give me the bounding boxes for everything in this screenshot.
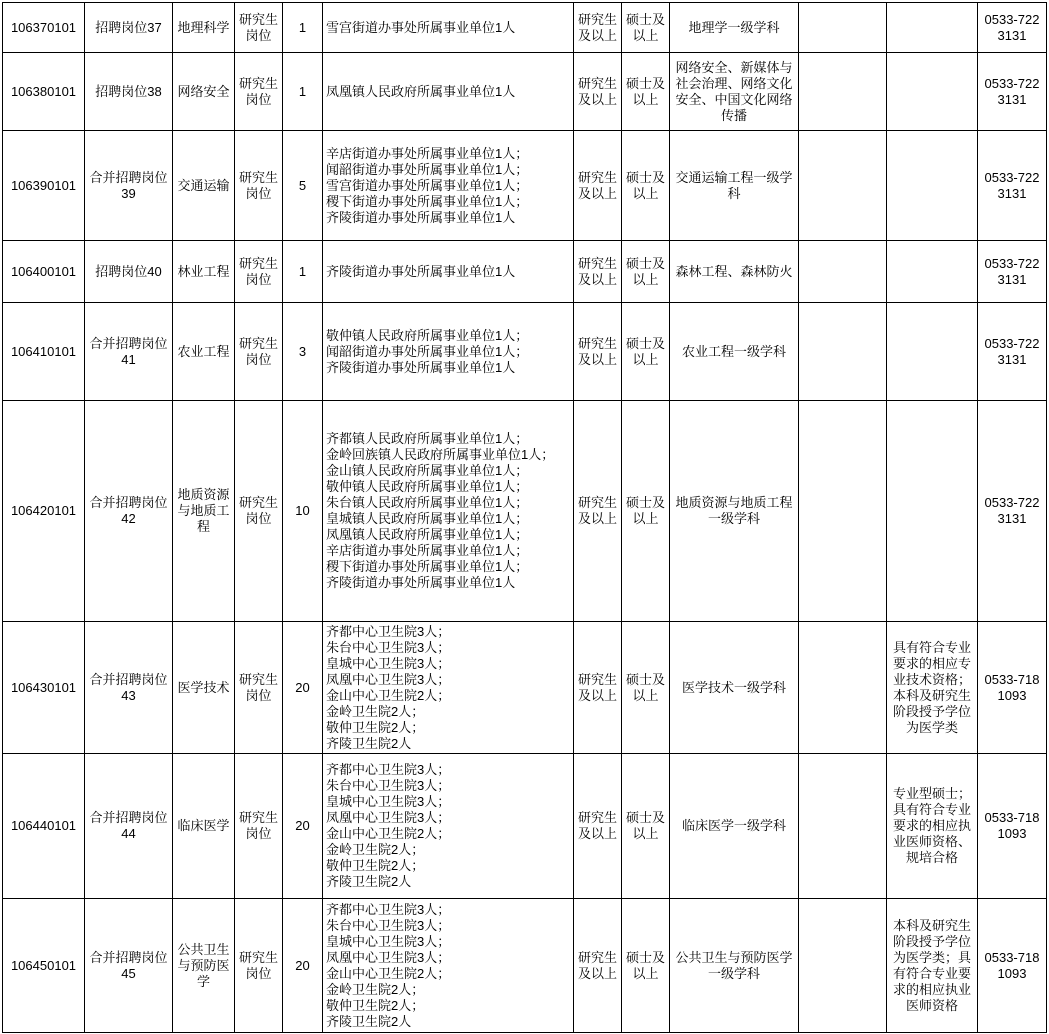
position-type-text: 研究生岗位 bbox=[238, 949, 278, 981]
blank-cell bbox=[799, 53, 887, 131]
unit-line: 雪宫街道办事处所属事业单位1人 bbox=[326, 19, 516, 35]
education-requirement-text: 研究生及以上 bbox=[577, 255, 617, 287]
contact-phone-text: 0533-7223131 bbox=[984, 255, 1040, 287]
education-requirement-cell bbox=[574, 622, 622, 754]
contact-phone-cell bbox=[978, 401, 1047, 622]
degree-requirement-cell bbox=[622, 754, 670, 899]
position-code-cell bbox=[3, 401, 85, 622]
degree-requirement-cell bbox=[622, 131, 670, 241]
position-code-cell bbox=[3, 53, 85, 131]
education-requirement-text: 研究生及以上 bbox=[577, 11, 617, 43]
contact-phone-text: 0533-7181093 bbox=[984, 949, 1040, 981]
major-name-text: 交通运输 bbox=[177, 177, 230, 193]
position-name-text: 招聘岗位40 bbox=[95, 263, 162, 279]
headcount-cell bbox=[283, 754, 323, 899]
contact-phone-text: 0533-7223131 bbox=[984, 75, 1040, 107]
discipline-requirement-cell bbox=[670, 3, 799, 53]
discipline-requirement-cell bbox=[670, 53, 799, 131]
unit-line: 皇城中心卫生院3人； bbox=[326, 655, 451, 671]
headcount-text: 3 bbox=[298, 343, 307, 359]
headcount-cell bbox=[283, 899, 323, 1033]
table-row bbox=[3, 622, 1047, 754]
blank-cell bbox=[799, 241, 887, 303]
recruitment-table bbox=[2, 2, 1047, 1033]
degree-requirement-cell bbox=[622, 622, 670, 754]
position-type-cell bbox=[235, 622, 283, 754]
table-row bbox=[3, 899, 1047, 1033]
headcount-text: 20 bbox=[295, 818, 310, 833]
table-row bbox=[3, 53, 1047, 131]
table-row bbox=[3, 241, 1047, 303]
table-row bbox=[3, 131, 1047, 241]
other-requirements-cell bbox=[887, 401, 978, 622]
degree-requirement-cell bbox=[622, 53, 670, 131]
position-name-text: 合并招聘岗位45 bbox=[89, 949, 168, 981]
headcount-text: 5 bbox=[298, 177, 307, 193]
position-name-cell bbox=[85, 303, 173, 401]
position-name-text: 合并招聘岗位41 bbox=[89, 335, 168, 367]
position-code-cell bbox=[3, 303, 85, 401]
position-type-text: 研究生岗位 bbox=[238, 671, 278, 703]
blank-cell bbox=[799, 303, 887, 401]
education-requirement-cell bbox=[574, 401, 622, 622]
position-code-cell bbox=[3, 754, 85, 899]
unit-line: 凤凰镇人民政府所属事业单位1人 bbox=[326, 83, 516, 99]
unit-line: 敬仲镇人民政府所属事业单位1人； bbox=[326, 327, 529, 343]
contact-phone-text: 0533-7223131 bbox=[984, 11, 1040, 43]
other-requirements-cell bbox=[887, 899, 978, 1033]
blank-cell bbox=[799, 899, 887, 1033]
unit-line: 齐陵卫生院2人 bbox=[326, 1013, 412, 1029]
position-name-cell bbox=[85, 241, 173, 303]
unit-line: 辛店街道办事处所属事业单位1人； bbox=[326, 543, 529, 558]
contact-phone-text: 0533-7181093 bbox=[984, 810, 1040, 841]
contact-phone-text: 0533-7223131 bbox=[984, 495, 1040, 526]
discipline-requirement-text: 交通运输工程一级学科 bbox=[675, 169, 793, 201]
other-requirements-cell bbox=[887, 131, 978, 241]
unit-line: 金岭卫生院2人； bbox=[326, 981, 425, 997]
other-requirements-cell bbox=[887, 622, 978, 754]
position-type-cell bbox=[235, 241, 283, 303]
position-name-cell bbox=[85, 754, 173, 899]
contact-phone-cell bbox=[978, 53, 1047, 131]
position-name-cell bbox=[85, 401, 173, 622]
education-requirement-text: 研究生及以上 bbox=[577, 671, 617, 703]
unit-line: 金岭卫生院2人； bbox=[326, 703, 425, 719]
headcount-text: 1 bbox=[298, 263, 307, 279]
degree-requirement-text: 硕士及以上 bbox=[625, 255, 665, 287]
blank-cell bbox=[799, 3, 887, 53]
position-code-text: 106400101 bbox=[10, 263, 77, 279]
discipline-requirement-text: 地质资源与地质工程一级学科 bbox=[675, 495, 793, 526]
position-type-text: 研究生岗位 bbox=[238, 75, 278, 107]
position-code-text: 106390101 bbox=[10, 177, 77, 193]
unit-line: 朱台中心卫生院3人； bbox=[326, 639, 451, 655]
discipline-requirement-cell bbox=[670, 303, 799, 401]
position-code-cell bbox=[3, 899, 85, 1033]
unit-line: 朱台镇人民政府所属事业单位1人； bbox=[326, 495, 529, 510]
blank-cell bbox=[799, 754, 887, 899]
major-name-cell bbox=[173, 3, 235, 53]
table-row bbox=[3, 754, 1047, 899]
major-name-text: 临床医学 bbox=[177, 818, 230, 833]
unit-line: 齐陵街道办事处所属事业单位1人 bbox=[326, 359, 516, 375]
degree-requirement-text: 硕士及以上 bbox=[625, 495, 665, 526]
position-type-cell bbox=[235, 303, 283, 401]
other-requirements-cell bbox=[887, 754, 978, 899]
unit-line: 凤凰镇人民政府所属事业单位1人； bbox=[326, 527, 529, 542]
position-name-text: 合并招聘岗位42 bbox=[89, 495, 168, 526]
major-name-cell bbox=[173, 401, 235, 622]
headcount-cell bbox=[283, 303, 323, 401]
headcount-text: 10 bbox=[295, 503, 310, 518]
position-name-cell bbox=[85, 622, 173, 754]
degree-requirement-cell bbox=[622, 303, 670, 401]
degree-requirement-text: 硕士及以上 bbox=[625, 11, 665, 43]
unit-line: 金山镇人民政府所属事业单位1人； bbox=[326, 463, 529, 478]
education-requirement-text: 研究生及以上 bbox=[577, 949, 617, 981]
unit-line: 齐陵卫生院2人 bbox=[326, 735, 412, 751]
unit-line: 齐陵卫生院2人 bbox=[326, 874, 412, 889]
other-requirements-cell bbox=[887, 303, 978, 401]
position-type-text: 研究生岗位 bbox=[238, 255, 278, 287]
position-code-text: 106370101 bbox=[10, 19, 77, 35]
headcount-text: 1 bbox=[298, 19, 307, 35]
units-cell bbox=[323, 241, 574, 303]
position-code-cell bbox=[3, 131, 85, 241]
unit-line: 齐陵街道办事处所属事业单位1人 bbox=[326, 575, 516, 590]
unit-line: 凤凰中心卫生院3人； bbox=[326, 949, 451, 965]
headcount-text: 20 bbox=[295, 679, 310, 695]
education-requirement-cell bbox=[574, 131, 622, 241]
position-code-cell bbox=[3, 241, 85, 303]
table-body bbox=[3, 3, 1047, 1033]
discipline-requirement-text: 临床医学一级学科 bbox=[681, 818, 786, 833]
other-requirements-text: 具有符合专业要求的相应专业技术资格；本科及研究生阶段授予学位为医学类 bbox=[892, 639, 971, 735]
discipline-requirement-cell bbox=[670, 241, 799, 303]
education-requirement-text: 研究生及以上 bbox=[577, 335, 617, 367]
position-code-cell bbox=[3, 622, 85, 754]
unit-line: 齐都镇人民政府所属事业单位1人； bbox=[326, 431, 529, 446]
table-row bbox=[3, 303, 1047, 401]
education-requirement-text: 研究生及以上 bbox=[577, 169, 617, 201]
blank-cell bbox=[799, 622, 887, 754]
major-name-cell bbox=[173, 754, 235, 899]
position-code-text: 106440101 bbox=[10, 818, 77, 833]
education-requirement-cell bbox=[574, 53, 622, 131]
unit-line: 金山中心卫生院2人； bbox=[326, 826, 451, 841]
discipline-requirement-cell bbox=[670, 622, 799, 754]
contact-phone-text: 0533-7223131 bbox=[984, 335, 1040, 367]
position-name-cell bbox=[85, 131, 173, 241]
degree-requirement-text: 硕士及以上 bbox=[625, 949, 665, 981]
major-name-text: 农业工程 bbox=[177, 343, 230, 359]
unit-line: 朱台中心卫生院3人； bbox=[326, 778, 451, 793]
units-cell bbox=[323, 754, 574, 899]
degree-requirement-text: 硕士及以上 bbox=[625, 75, 665, 107]
contact-phone-cell bbox=[978, 899, 1047, 1033]
units-cell bbox=[323, 303, 574, 401]
major-name-cell bbox=[173, 131, 235, 241]
blank-cell bbox=[799, 131, 887, 241]
table-row bbox=[3, 3, 1047, 53]
position-type-text: 研究生岗位 bbox=[238, 11, 278, 43]
major-name-cell bbox=[173, 622, 235, 754]
contact-phone-cell bbox=[978, 303, 1047, 401]
degree-requirement-cell bbox=[622, 3, 670, 53]
unit-line: 金山中心卫生院2人； bbox=[326, 687, 451, 703]
headcount-cell bbox=[283, 3, 323, 53]
degree-requirement-cell bbox=[622, 899, 670, 1033]
major-name-text: 地理科学 bbox=[177, 19, 230, 35]
unit-line: 辛店街道办事处所属事业单位1人； bbox=[326, 145, 529, 161]
degree-requirement-text: 硕士及以上 bbox=[625, 671, 665, 703]
position-code-text: 106420101 bbox=[10, 503, 77, 518]
discipline-requirement-text: 森林工程、森林防火 bbox=[675, 263, 793, 279]
position-name-text: 合并招聘岗位44 bbox=[89, 810, 168, 841]
position-type-text: 研究生岗位 bbox=[238, 495, 278, 526]
position-name-text: 合并招聘岗位39 bbox=[89, 169, 168, 201]
education-requirement-cell bbox=[574, 754, 622, 899]
other-requirements-cell bbox=[887, 241, 978, 303]
position-code-cell bbox=[3, 3, 85, 53]
education-requirement-cell bbox=[574, 3, 622, 53]
other-requirements-text: 专业型硕士；具有符合专业要求的相应执业医师资格、规培合格 bbox=[892, 786, 971, 865]
education-requirement-cell bbox=[574, 241, 622, 303]
position-type-text: 研究生岗位 bbox=[238, 335, 278, 367]
unit-line: 闻韶街道办事处所属事业单位1人； bbox=[326, 343, 529, 359]
position-type-cell bbox=[235, 754, 283, 899]
position-type-cell bbox=[235, 899, 283, 1033]
discipline-requirement-text: 地理学一级学科 bbox=[688, 19, 780, 35]
headcount-cell bbox=[283, 53, 323, 131]
units-cell bbox=[323, 131, 574, 241]
units-cell bbox=[323, 401, 574, 622]
headcount-cell bbox=[283, 241, 323, 303]
unit-line: 齐陵街道办事处所属事业单位1人 bbox=[326, 209, 516, 225]
position-code-text: 106380101 bbox=[10, 83, 77, 99]
position-name-cell bbox=[85, 3, 173, 53]
unit-line: 齐都中心卫生院3人； bbox=[326, 901, 451, 917]
unit-line: 金岭卫生院2人； bbox=[326, 842, 425, 857]
position-name-cell bbox=[85, 899, 173, 1033]
unit-line: 闻韶街道办事处所属事业单位1人； bbox=[326, 161, 529, 177]
major-name-text: 林业工程 bbox=[177, 263, 230, 279]
unit-line: 皇城中心卫生院3人； bbox=[326, 933, 451, 949]
contact-phone-cell bbox=[978, 622, 1047, 754]
discipline-requirement-cell bbox=[670, 131, 799, 241]
position-name-cell bbox=[85, 53, 173, 131]
position-code-text: 106410101 bbox=[10, 343, 77, 359]
degree-requirement-cell bbox=[622, 241, 670, 303]
discipline-requirement-text: 农业工程一级学科 bbox=[681, 343, 786, 359]
units-cell bbox=[323, 899, 574, 1033]
major-name-cell bbox=[173, 53, 235, 131]
degree-requirement-text: 硕士及以上 bbox=[625, 169, 665, 201]
discipline-requirement-cell bbox=[670, 899, 799, 1033]
position-name-text: 合并招聘岗位43 bbox=[89, 671, 168, 703]
major-name-cell bbox=[173, 303, 235, 401]
position-type-cell bbox=[235, 131, 283, 241]
units-cell bbox=[323, 3, 574, 53]
unit-line: 敬仲镇人民政府所属事业单位1人； bbox=[326, 479, 529, 494]
unit-line: 雪宫街道办事处所属事业单位1人； bbox=[326, 177, 529, 193]
position-name-text: 招聘岗位38 bbox=[95, 83, 162, 99]
unit-line: 金山中心卫生院2人； bbox=[326, 965, 451, 981]
education-requirement-text: 研究生及以上 bbox=[577, 810, 617, 841]
education-requirement-text: 研究生及以上 bbox=[577, 75, 617, 107]
unit-line: 齐都中心卫生院3人； bbox=[326, 762, 451, 777]
discipline-requirement-text: 公共卫生与预防医学一级学科 bbox=[675, 949, 793, 981]
table-row bbox=[3, 401, 1047, 622]
unit-line: 朱台中心卫生院3人； bbox=[326, 917, 451, 933]
contact-phone-cell bbox=[978, 3, 1047, 53]
other-requirements-text: 本科及研究生阶段授予学位为医学类；具有符合专业要求的相应执业医师资格 bbox=[892, 917, 971, 1013]
unit-line: 凤凰中心卫生院3人； bbox=[326, 671, 451, 687]
unit-line: 齐都中心卫生院3人； bbox=[326, 623, 451, 639]
degree-requirement-text: 硕士及以上 bbox=[625, 335, 665, 367]
unit-line: 稷下街道办事处所属事业单位1人； bbox=[326, 193, 529, 209]
contact-phone-text: 0533-7181093 bbox=[984, 671, 1040, 703]
position-type-cell bbox=[235, 53, 283, 131]
contact-phone-text: 0533-7223131 bbox=[984, 169, 1040, 201]
discipline-requirement-cell bbox=[670, 401, 799, 622]
unit-line: 皇城镇人民政府所属事业单位1人； bbox=[326, 511, 529, 526]
major-name-cell bbox=[173, 241, 235, 303]
unit-line: 齐陵街道办事处所属事业单位1人 bbox=[326, 263, 516, 279]
major-name-text: 地质资源与地质工程 bbox=[177, 487, 230, 534]
position-code-text: 106430101 bbox=[10, 679, 77, 695]
contact-phone-cell bbox=[978, 131, 1047, 241]
units-cell bbox=[323, 53, 574, 131]
units-cell bbox=[323, 622, 574, 754]
headcount-cell bbox=[283, 622, 323, 754]
major-name-text: 公共卫生与预防医学 bbox=[177, 941, 230, 989]
major-name-text: 医学技术 bbox=[177, 679, 230, 695]
unit-line: 敬仲卫生院2人； bbox=[326, 719, 425, 735]
education-requirement-cell bbox=[574, 303, 622, 401]
unit-line: 敬仲卫生院2人； bbox=[326, 858, 425, 873]
blank-cell bbox=[799, 401, 887, 622]
position-type-text: 研究生岗位 bbox=[238, 169, 278, 201]
contact-phone-cell bbox=[978, 241, 1047, 303]
discipline-requirement-text: 网络安全、新媒体与社会治理、网络文化安全、中国文化网络传播 bbox=[675, 59, 793, 123]
other-requirements-cell bbox=[887, 3, 978, 53]
headcount-text: 20 bbox=[295, 957, 310, 973]
headcount-text: 1 bbox=[298, 83, 307, 99]
position-type-text: 研究生岗位 bbox=[238, 810, 278, 841]
unit-line: 皇城中心卫生院3人； bbox=[326, 794, 451, 809]
degree-requirement-text: 硕士及以上 bbox=[625, 810, 665, 841]
unit-line: 凤凰中心卫生院3人； bbox=[326, 810, 451, 825]
position-name-text: 招聘岗位37 bbox=[95, 19, 162, 35]
discipline-requirement-text: 医学技术一级学科 bbox=[681, 679, 786, 695]
degree-requirement-cell bbox=[622, 401, 670, 622]
education-requirement-text: 研究生及以上 bbox=[577, 495, 617, 526]
major-name-cell bbox=[173, 899, 235, 1033]
major-name-text: 网络安全 bbox=[177, 83, 230, 99]
position-type-cell bbox=[235, 401, 283, 622]
position-code-text: 106450101 bbox=[10, 957, 77, 973]
unit-line: 敬仲卫生院2人； bbox=[326, 997, 425, 1013]
unit-line: 金岭回族镇人民政府所属事业单位1人； bbox=[326, 447, 555, 462]
headcount-cell bbox=[283, 401, 323, 622]
headcount-cell bbox=[283, 131, 323, 241]
position-type-cell bbox=[235, 3, 283, 53]
discipline-requirement-cell bbox=[670, 754, 799, 899]
education-requirement-cell bbox=[574, 899, 622, 1033]
other-requirements-cell bbox=[887, 53, 978, 131]
unit-line: 稷下街道办事处所属事业单位1人； bbox=[326, 559, 529, 574]
contact-phone-cell bbox=[978, 754, 1047, 899]
